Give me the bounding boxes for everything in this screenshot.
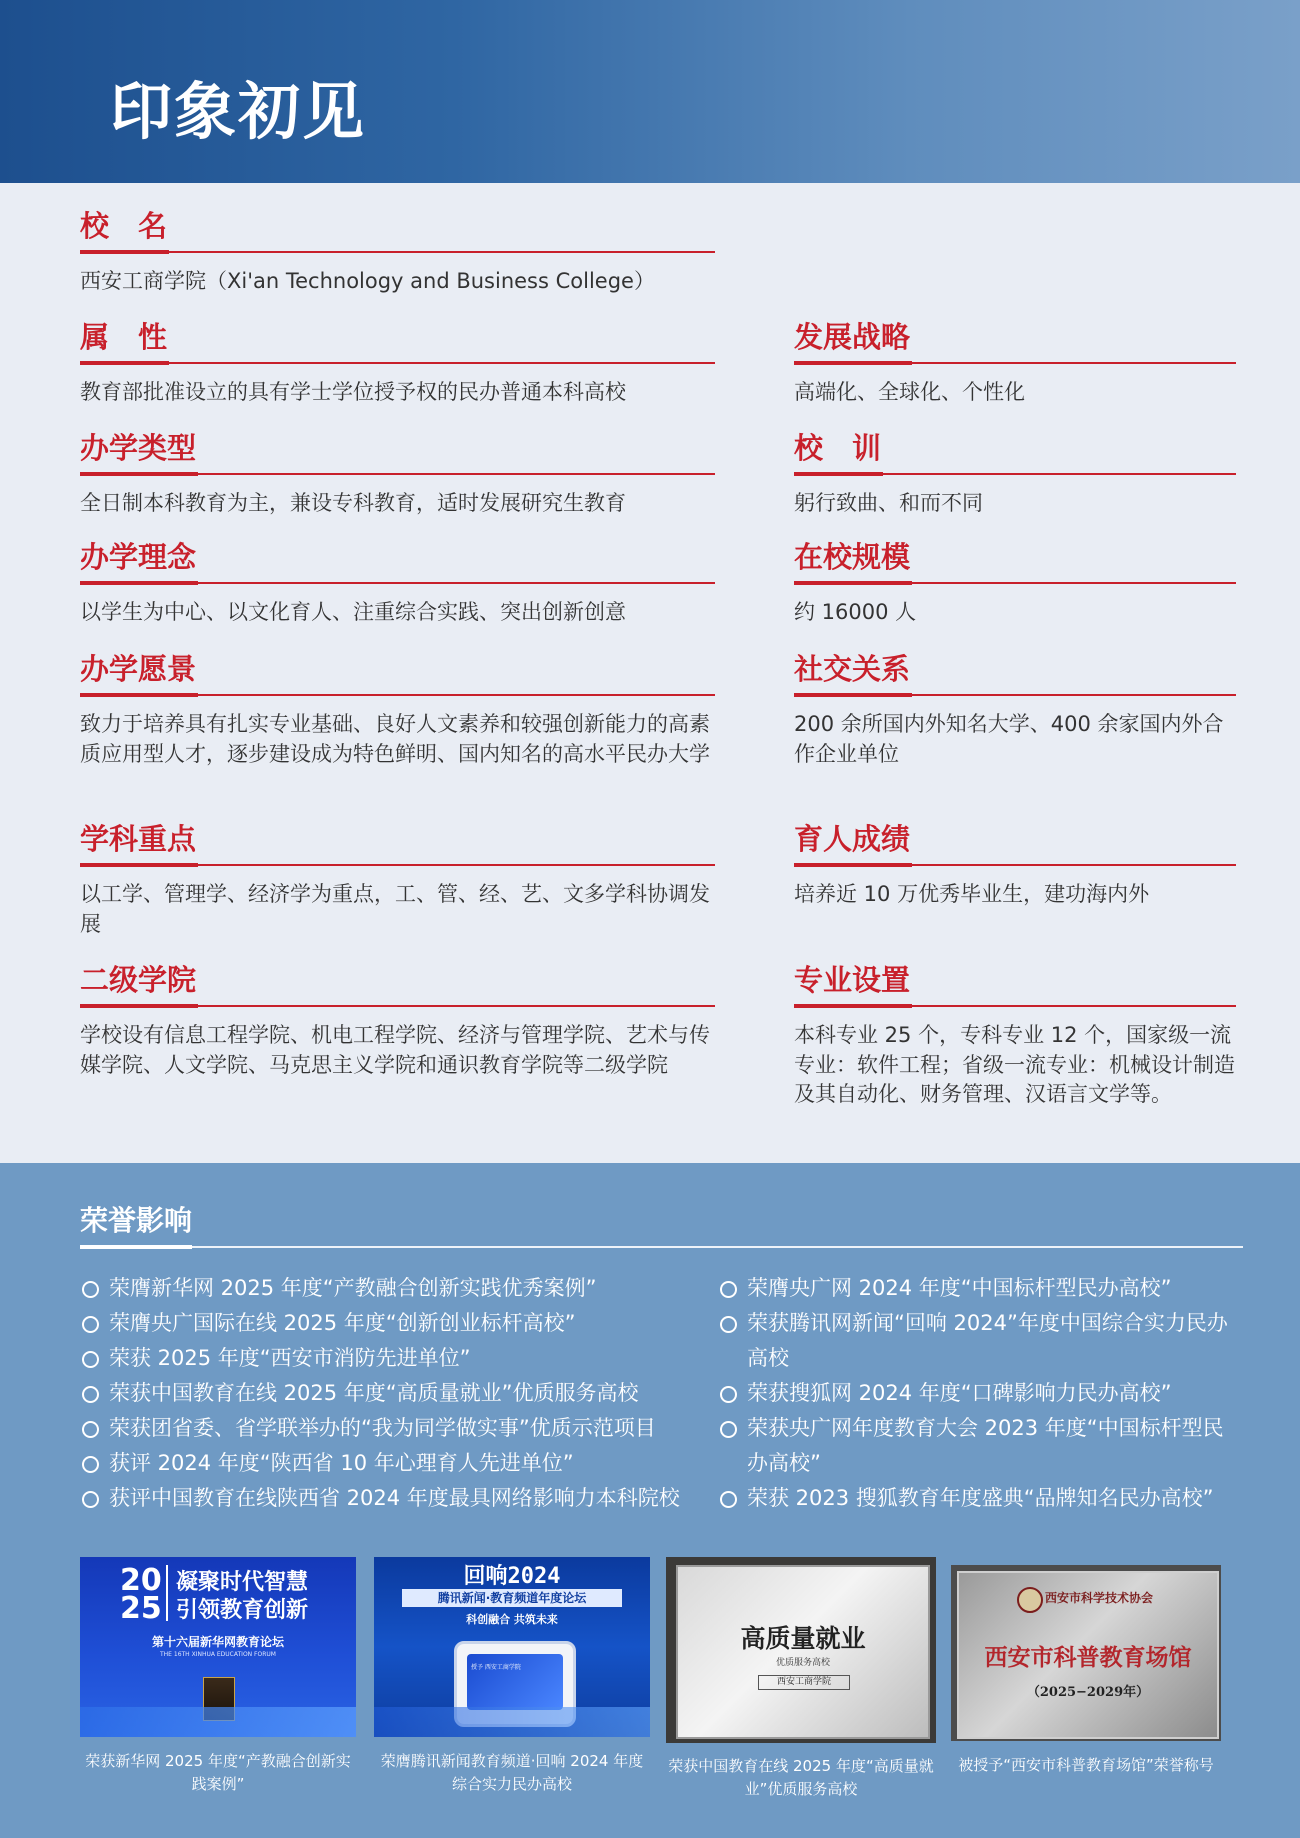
plaque-years: （2025−2029年） — [1026, 1685, 1150, 1700]
info-section-strategy — [794, 318, 1236, 408]
section-title: 发展战略 — [794, 321, 912, 365]
info-section-name — [80, 207, 715, 297]
honor-item: 获评中国教育在线陕西省 2024 年度最具网络影响力本科院校 — [80, 1481, 720, 1516]
photo-banner: 腾讯新闻·教育频道年度论坛 — [402, 1589, 622, 1607]
section-text: 教育部批准设立的具有学士学位授予权的民办普通本科高校 — [80, 380, 626, 404]
page-title: 印象初见 — [110, 75, 367, 148]
photo-logo: 回响2024 — [463, 1564, 561, 1589]
info-section-colleges — [80, 961, 715, 1080]
section-text: 西安工商学院（Xi'an Technology and Business College） — [80, 269, 655, 293]
page-header — [0, 0, 1300, 183]
section-text: 躬行致曲、和而不同 — [794, 491, 983, 515]
plaque-org: 西安市科学技术协会 — [1045, 1591, 1154, 1605]
section-title: 办学愿景 — [80, 653, 198, 697]
info-section-majors — [794, 961, 1236, 1110]
honors-title: 荣誉影响 — [80, 1205, 192, 1249]
honor-item: 荣膺新华网 2025 年度“产教融合创新实践优秀案例” — [80, 1271, 720, 1306]
section-title: 校 名 — [80, 210, 169, 254]
section-title: 育人成绩 — [794, 823, 912, 867]
honor-item: 荣膺央广国际在线 2025 年度“创新创业标杆高校” — [80, 1306, 720, 1341]
honor-item: 荣获 2025 年度“西安市消防先进单位” — [80, 1341, 720, 1376]
section-text: 全日制本科教育为主，兼设专科教育，适时发展研究生教育 — [80, 491, 626, 515]
school-info — [0, 183, 1300, 1163]
honors-list-left — [80, 1271, 720, 1516]
info-section-philosophy — [80, 538, 715, 628]
info-section-motto — [794, 429, 1236, 519]
honor-item: 荣获搜狐网 2024 年度“口碑影响力民办高校” — [718, 1376, 1243, 1411]
photo-tencent-forum — [374, 1557, 650, 1737]
honor-item: 荣获央广网年度教育大会 2023 年度“中国标杆型民办高校” — [718, 1411, 1243, 1481]
section-title: 办学类型 — [80, 432, 198, 476]
info-section-achievement — [794, 820, 1236, 910]
section-title: 属 性 — [80, 321, 169, 365]
info-section-relations — [794, 650, 1236, 769]
photo-caption: 荣膺腾讯新闻教育频道·回响 2024 年度综合实力民办高校 — [380, 1752, 644, 1793]
photo-employment-plaque — [666, 1557, 936, 1743]
honor-item: 荣获中国教育在线 2025 年度“高质量就业”优质服务高校 — [80, 1376, 720, 1411]
section-text: 致力于培养具有扎实专业基础、良好人文素养和较强创新能力的高素质应用型人才，逐步建设成为特色鲜明、国内知名的高水平民办大学 — [80, 712, 710, 766]
honor-item: 荣获 2023 搜狐教育年度盛典“品牌知名民办高校” — [718, 1481, 1243, 1516]
emblem-icon — [1017, 1587, 1043, 1613]
photo-year-bottom: 25 — [120, 1591, 162, 1626]
photo-forum-en: THE 16TH XINHUA EDUCATION FORUM — [160, 1651, 276, 1658]
section-text: 以学生为中心、以文化育人、注重综合实践、突出创新创意 — [80, 600, 626, 624]
section-text: 学校设有信息工程学院、机电工程学院、经济与管理学院、艺术与传媒学院、人文学院、马克思主义学院和通识教育学院等二级学院 — [80, 1023, 710, 1077]
section-title: 专业设置 — [794, 964, 912, 1008]
section-title: 校 训 — [794, 432, 883, 476]
photo-forum-name: 第十六届新华网教育论坛 — [151, 1635, 284, 1649]
honor-item: 荣获团省委、省学联举办的“我为同学做实事”优质示范项目 — [80, 1411, 720, 1446]
info-section-type — [80, 429, 715, 519]
section-text: 200 余所国内外知名大学、400 余家国内外合作企业单位 — [794, 712, 1224, 766]
photo-caption: 被授予“西安市科普教育场馆”荣誉称号 — [958, 1756, 1214, 1774]
plaque-big-text: 高质量就业 — [740, 1624, 866, 1653]
info-section-vision — [80, 650, 715, 769]
section-text: 以工学、管理学、经济学为重点，工、管、经、艺、文多学科协调发展 — [80, 882, 710, 936]
photo-slogan: 科创融合 共筑未来 — [466, 1613, 558, 1626]
honor-item: 荣膺央广网 2024 年度“中国标杆型民办高校” — [718, 1271, 1243, 1306]
plaque-sub-text: 优质服务高校 — [775, 1658, 830, 1668]
honors-list-right — [718, 1271, 1243, 1516]
honor-item: 获评 2024 年度“陕西省 10 年心理育人先进单位” — [80, 1446, 720, 1481]
info-section-scale — [794, 538, 1236, 628]
section-text: 高端化、全球化、个性化 — [794, 380, 1025, 404]
plaque-school: 西安工商学院 — [758, 1675, 850, 1690]
info-section-discipline — [80, 820, 715, 939]
photo-headline: 凝聚时代智慧 — [176, 1570, 309, 1595]
honor-item: 荣获腾讯网新闻“回响 2024”年度中国综合实力民办高校 — [718, 1306, 1243, 1376]
photo-xinhua-forum — [80, 1557, 356, 1737]
photo-year-top: 20 — [120, 1563, 162, 1598]
section-text: 约 16000 人 — [794, 600, 917, 624]
photo-caption: 荣获中国教育在线 2025 年度“高质量就业”优质服务高校 — [668, 1757, 934, 1798]
award-screen-text: 授予 西安工商学院 — [471, 1664, 521, 1671]
plaque-title: 西安市科普教育场馆 — [984, 1644, 1192, 1671]
photo-science-plaque — [951, 1565, 1221, 1741]
photo-headline: 引领教育创新 — [176, 1598, 309, 1623]
section-text: 培养近 10 万优秀毕业生，建功海内外 — [794, 882, 1150, 906]
photo-caption: 荣获新华网 2025 年度“产教融合创新实践案例” — [85, 1752, 351, 1793]
section-title: 二级学院 — [80, 964, 198, 1008]
honors-heading — [80, 1203, 1243, 1248]
info-section-attribute — [80, 318, 715, 408]
section-title: 办学理念 — [80, 541, 198, 585]
section-title: 学科重点 — [80, 823, 198, 867]
section-text: 本科专业 25 个，专科专业 12 个，国家级一流专业：软件工程；省级一流专业：机械设计制造及其自动化、财务管理、汉语言文学等。 — [794, 1023, 1235, 1106]
section-title: 社交关系 — [794, 653, 912, 697]
section-title: 在校规模 — [794, 541, 912, 585]
